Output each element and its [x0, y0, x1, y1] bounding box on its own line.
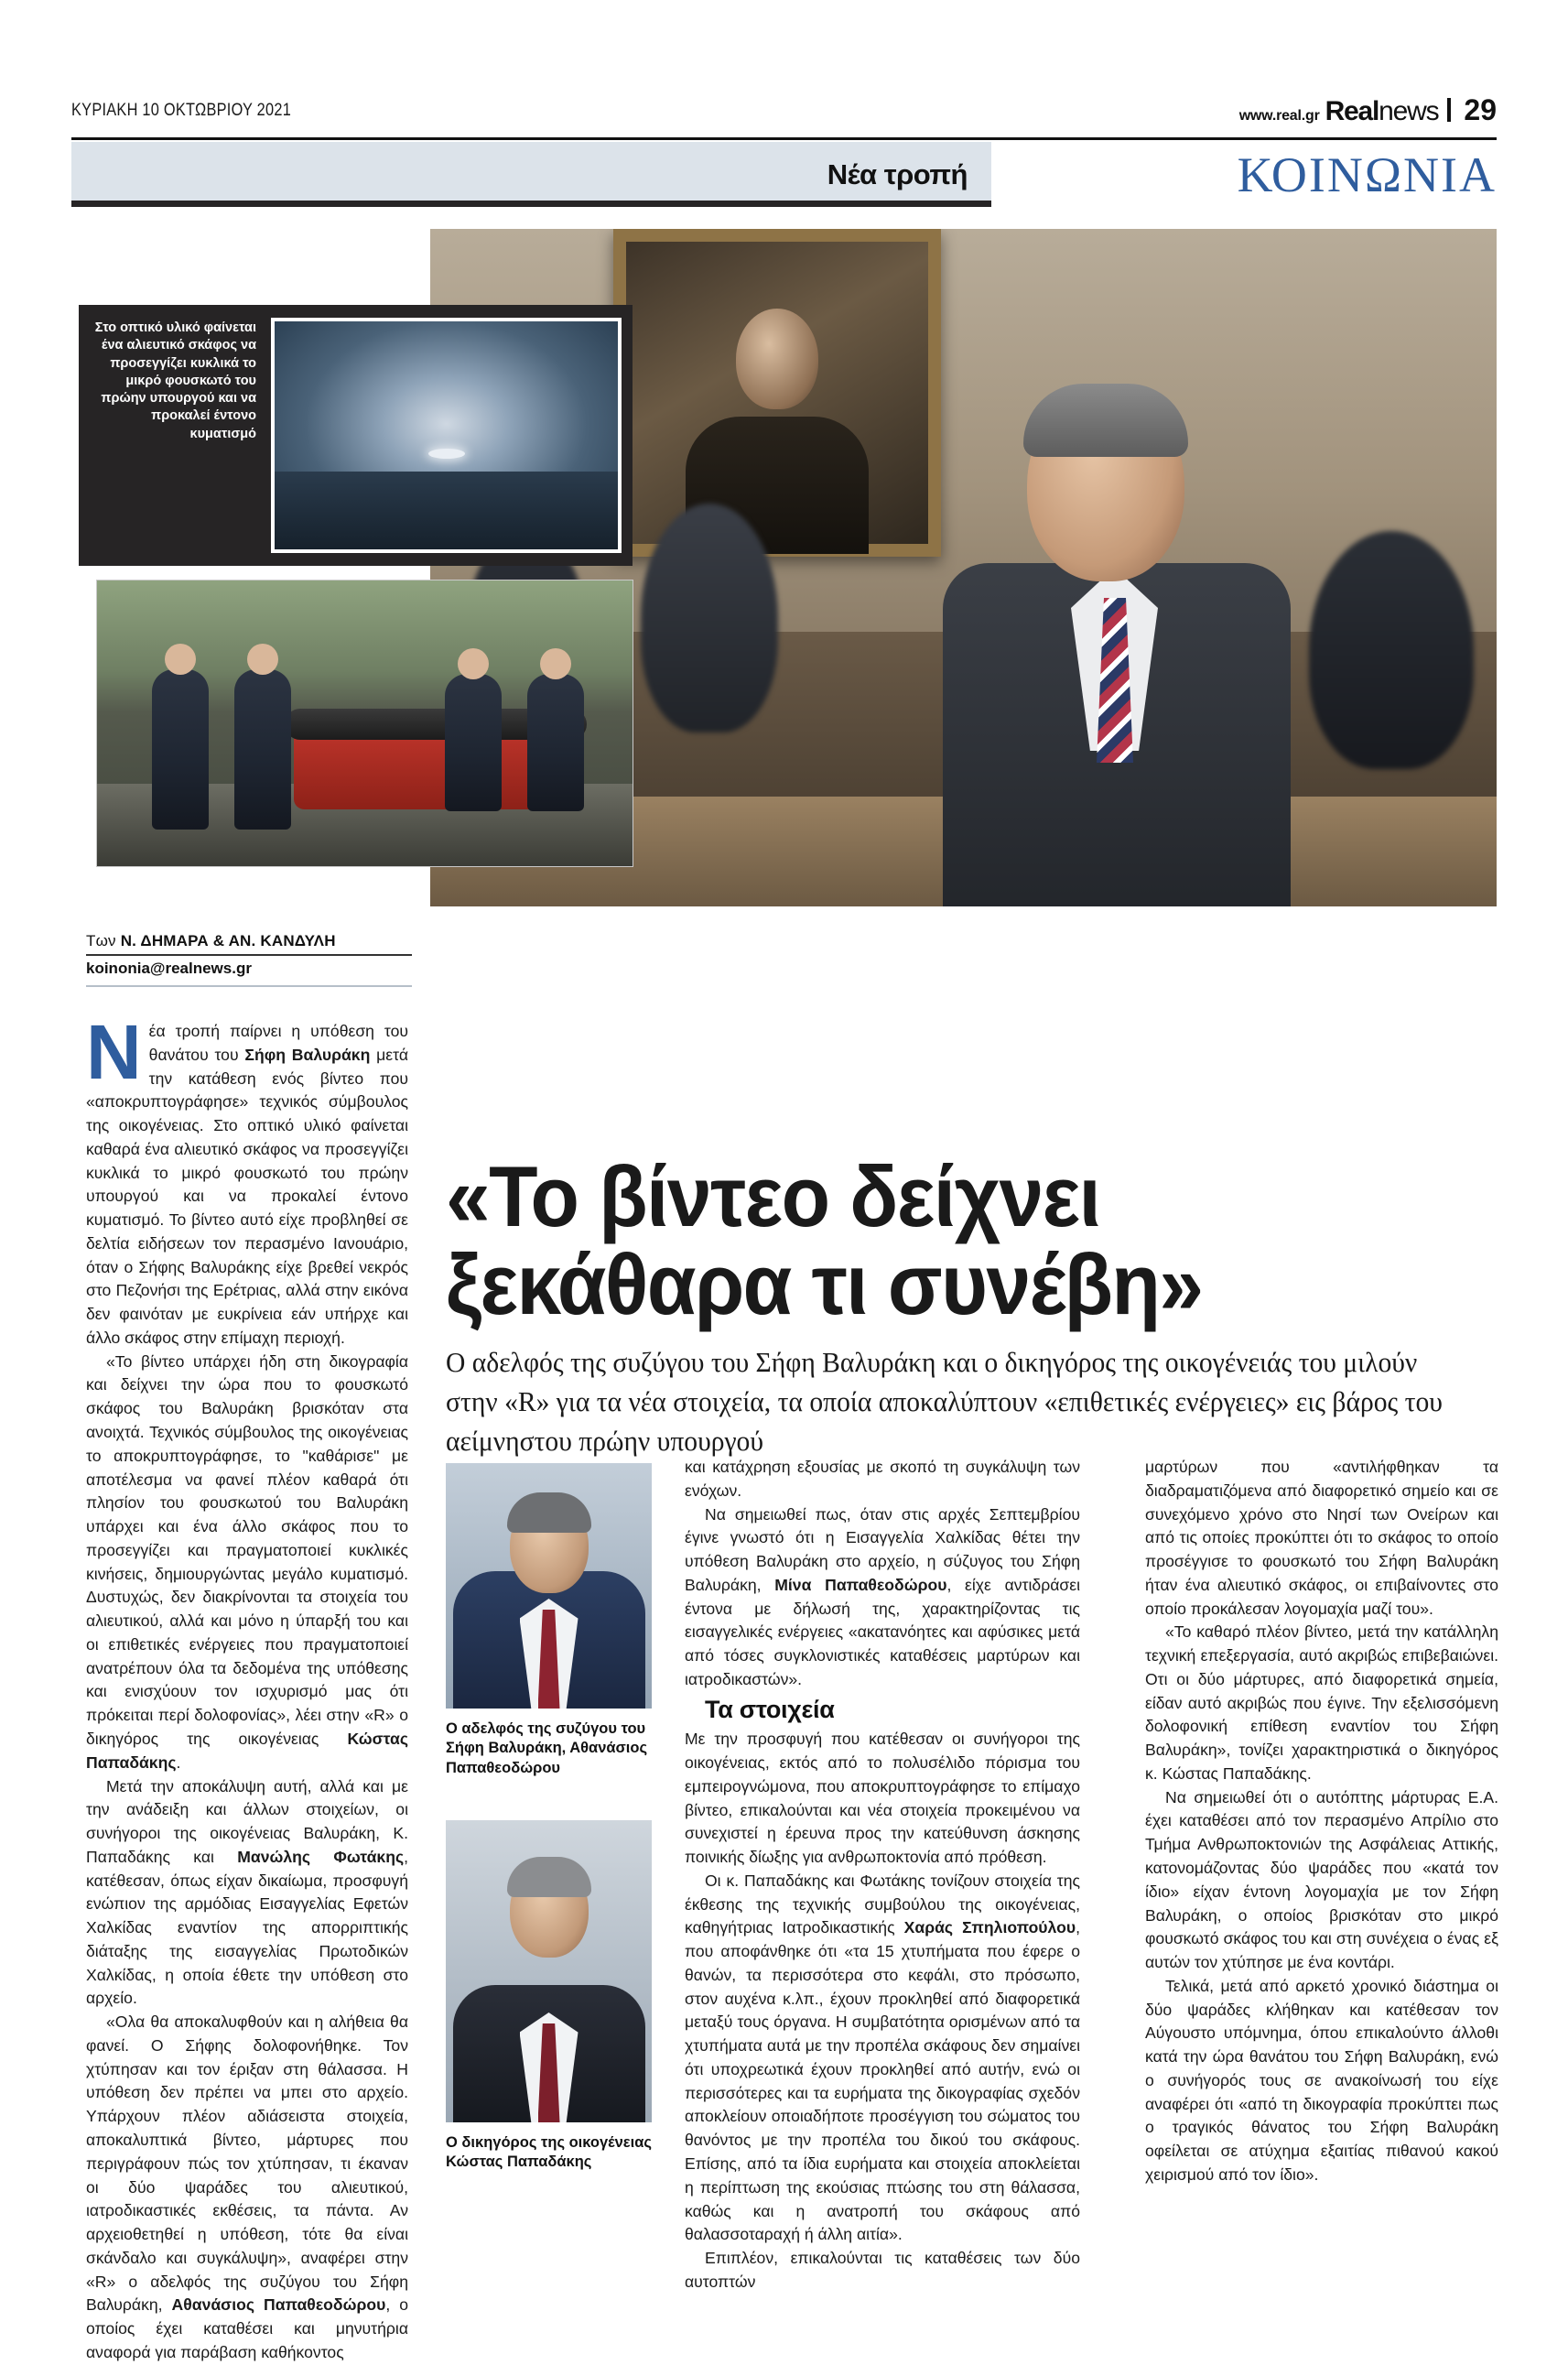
inset-photo-caption: Στο οπτικό υλικό φαίνεται ένα αλιευτικό σκάφος να προσεγγίζει κυκλικά το μικρό φουσκωτό του πρώην υπουργού και να προκαλεί έντονο κυματισμό [94, 320, 256, 441]
paragraph [1145, 1786, 1498, 1975]
video-still-image [271, 318, 622, 553]
masthead [71, 93, 1497, 136]
article-headline: «Το βίντεο δείχνει ξεκάθαρα τι συνέβη» [446, 1147, 1203, 1332]
paragraph-text: Να σημειωθεί ότι ο αυτόπτης μάρτυρας Ε.Α. έχει καταθέσει από τον περασμένο Απρίλιο στο Τμήμα Ανθρωποκτονιών της Ασφάλειας Αττικής, κατονομάζοντας δύο ψαράδες που «κατά τον ίδιο» είχαν έντονη λογομαχία με τον Σήφη Βαλυράκη, ο οποίος βρισκόταν στο μικρό φουσκωτό σκάφος του και στη συνέχεια ο ένας εξ αυτών τον χτύπησε με ένα κοντάρι. [1145, 1787, 1498, 1972]
drop-cap: Ν [86, 1009, 142, 1095]
paragraph-text: Οι κ. Παπαδάκης και Φωτάκης τονίζουν στοιχεία της έκθεσης της τεχνικής συμβούλου της οικογένειας, καθηγήτριας Ιατροδικαστικής Χαράς Σπηλιοπούλου, που αποφάνθηκε ότι «τα 15 χτυπήματα που έφερε ο θανών, τα περισσότερα στο κεφάλι, στο πρόσωπο, στον αυχένα κ.λπ., έχουν προκληθεί από διαφορετικά μεταξύ τους όργανα. Η συμβατότητα ορισμένων από τα χτυπήματα αυτά με την προπέλα σκάφους δεν σημαίνει ότι υποχρεωτικά έχουν προκληθεί από αυτήν, ενώ οι περισσότερες και τα ευρήματα της δικογραφίας σχεδόν αποκλείουν οποιαδήποτε προσέγγιση του σώματος του θανόντος με την προπέλα του δικού του σκάφους. Επίσης, από τα ίδια ευρήματα και στοιχεία αποκλείεται η περίπτωση της εκούσιας πτώσης του στη θάλασσα, καθώς και η ανατροπή του σκάφους από θαλασσοταραχή ή άλλη αιτία». [685, 1871, 1080, 2244]
paragraph [86, 1775, 408, 2012]
portrait-photo-athanasios [446, 1463, 652, 1709]
paragraph-text: Επιπλέον, επικαλούνται τις καταθέσεις των δύο αυτοπτών [685, 2249, 1080, 2291]
brand-logo [1325, 96, 1439, 127]
section-band [71, 142, 991, 207]
masthead-divider [1447, 98, 1451, 122]
officer-1 [152, 669, 209, 830]
officer-3 [445, 674, 502, 811]
paragraph [685, 1870, 1080, 2247]
portrait-caption-2: Ο δικηγόρος της οικογένειας Κώστας Παπαδάκης [446, 2134, 652, 2171]
paragraph [685, 1728, 1080, 1870]
paragraph-text: μαρτύρων που «αντιλήφθηκαν τα διαδραματιζόμενα από διαφορετικό σημείο και σε συνεχόμενο χρόνο στο Νησί των Ονείρων και από τις οποίες προκύπτει ότι το σκάφος το οποίο προσέγγισε το φουσκωτό του Σήφη Βαλυράκη ήταν ένα αλιευτικό σκάφος, οι επιβαίνοντες στο οποίο προκάλεσαν λογομαχία μαζί του». [1145, 1458, 1498, 1618]
byline [86, 932, 412, 987]
brand-logo-bold: Real [1325, 96, 1379, 126]
brand-logo-light: news [1379, 96, 1439, 126]
paragraph [1145, 1456, 1498, 1621]
paragraph [1145, 1975, 1498, 2187]
subject-hair [1023, 384, 1188, 457]
paragraph [86, 1351, 408, 1775]
paragraph-text: Τελικά, μετά από αρκετό χρονικό διάστημα οι δύο ψαράδες κλήθηκαν και κατέθεσαν τον Αύγουστο υπόμνημα, όπου επικαλούντο άλλοθι κατά την ώρα θανάτου του Σήφη Βαλυράκη, ενώ ο συνήγορός τους σε ανακοίνωσή του είχε αναφέρει ότι «από τη δικογραφία προκύπτει πως ο τραγικός θάνατος του Σήφη Βαλυράκη οφείλεται σε ατύχημα εξαιτίας πιθανού κακού χειρισμού από τον ίδιο». [1145, 1976, 1498, 2184]
portrait-hair [507, 1492, 591, 1533]
officer-4 [527, 674, 584, 811]
masthead-rule [71, 137, 1497, 140]
background-person-2 [641, 504, 778, 732]
sea-horizon [275, 472, 618, 549]
masthead-brand-group [1239, 93, 1497, 127]
paragraph-text: Μετά την αποκάλυψη αυτή, αλλά και με την ανάδειξη και άλλων στοιχείων, οι συνήγοροι της οικογένειας Βαλυράκη, Κ. Παπαδάκης και Μανώλης Φωτάκης, κατέθεσαν, όπως είχαν δικαίωμα, προσφυγή ενώπιον της αρμόδιας Εισαγγελίας Εφετών Χαλκίδας εναντίον της απορριπτικής διάταξης της εισαγγελίας Πρωτοδικών Χαλκίδας, η οποία έθετε την υπόθεση στο αρχείο. [86, 1776, 408, 2008]
officer-2 [234, 669, 291, 830]
paragraph-text: «Το βίντεο υπάρχει ήδη στη δικογραφία και δείχνει την ώρα που το φουσκωτό σκάφος του Βαλυράκη βρισκόταν στα ανοιχτά. Τεχνικός σύμβουλος της οικογένειας το αποκρυπτογράφησε, το "καθάρισε" με αποτέλεσμα να φανεί πλέον καθαρά ότι πλησίον του φουσκωτού του Βαλυράκη υπάρχει και ένα άλλο σκάφος που το προσεγγίζει και πραγματοποιεί κυκλικές κινήσεις, δημιουργώντας μεγάλο κυματισμό. Δυστυχώς, δεν διακρίνονται τα στοιχεία του αλιευτικού, αλλά και μόνο η ύπαρξή του και οι επιθετικές ενέργειες που πραγματοποιεί ανατρέπουν όλα τα δεδομένα της υπόθεσης και ενισχύουν τον ισχυρισμό μας ότι πρόκειται περί δολοφονίας», λέει στην «R» ο δικηγόρος της οικογένειας Κώστας Παπαδάκης. [86, 1351, 408, 1772]
body-column-1 [86, 1009, 408, 2365]
website-url: www.real.gr [1238, 108, 1320, 124]
boat-blur-spot [428, 449, 465, 459]
section-subheading: Τα στοιχεία [705, 1695, 835, 1723]
paragraph-text: Να σημειωθεί πως, όταν στις αρχές Σεπτεμβρίου έγινε γνωστό ότι η Εισαγγελία Χαλκίδας θέτει την υπόθεση Βαλυράκη στο αρχείο, η σύζυγος του Σήφη Βαλυράκη, Μίνα Παπαθεοδώρου, είχε αντιδράσει έντονα με δήλωσή της, χαρακτηρίζοντας τις εισαγγελικές ενέργειες «ακατανόητες και αφύσικες μετά από τόσες συγκλονιστικές καταθέσεις μαρτύρων και ιατροδικαστών». [685, 1504, 1080, 1688]
byline-author-names: Ν. ΔΗΜΑΡΑ & ΑΝ. ΚΑΝΔΥΛΗ [120, 932, 336, 949]
section-kicker: Νέα τροπή [827, 158, 968, 190]
paragraph-text: και κατάχρηση εξουσίας με σκοπό τη συγκάλυψη των ενόχων. [685, 1458, 1080, 1500]
publication-date: ΚΥΡΙΑΚΗ 10 ΟΚΤΩΒΡΙΟΥ 2021 [71, 101, 292, 120]
byline-authors [86, 932, 412, 950]
paragraph [685, 1503, 1080, 1692]
paragraph [1145, 1621, 1498, 1785]
section-title: ΚΟΙΝΩΝΙΑ [1237, 147, 1497, 202]
inset-photo-block [79, 305, 633, 566]
page-number: 29 [1464, 93, 1497, 126]
byline-email[interactable]: koinonia@realnews.gr [86, 960, 252, 977]
paragraph-text: έα τροπή παίρνει η υπόθεση του θανάτου του Σήφη Βαλυράκη μετά την κατάθεση ενός βίντεο που «αποκρυπτογράφησε» τεχνικός σύμβουλος της οικογένειας. Στο οπτικό υλικό φαίνεται καθαρά ένα αλιευτικό σκάφος να προσεγγίζει κυκλικά το μικρό φουσκωτό του πρώην υπουργού και να προκαλεί έντονο κυματισμό. Το βίντεο αυτό είχε προβληθεί σε δελτία ειδήσεων τον περασμένο Ιανουάριο, όταν ο Σήφης Βαλυράκης είχε βρεθεί νεκρός στο Πεζονήσι της Ερέτριας, αλλά στην εικόνα δεν φαινόταν με ευκρίνεια εάν υπήρχε και άλλο σκάφος στην επίμαχη περιοχή. [86, 1022, 408, 1347]
paragraph [86, 1009, 408, 1351]
background-person-3 [1309, 531, 1474, 769]
portrait-photo-kostas [446, 1820, 652, 2122]
paragraph [685, 2247, 1080, 2294]
portrait-caption-1: Ο αδελφός της συζύγου του Σήφη Βαλυράκη, Αθανάσιος Παπαθεοδώρου [446, 1720, 648, 1776]
framed-portrait-painting [613, 229, 941, 557]
boat-investigation-photo [96, 580, 633, 867]
paragraph-text: «Ολα θα αποκαλυφθούν και η αλήθεια θα φανεί. Ο Σήφης δολοφονήθηκε. Τον χτύπησαν και τον έριξαν στη θάλασσα. Η υπόθεση δεν πρέπει να μπει στο αρχείο. Υπάρχουν πλέον αδιάσειστα στοιχεία, αποκαλυπτικά βίντεο, μάρτυρες που περιγράφουν πώς τον χτύπησαν, τι έκαναν οι δύο ψαράδες του αλιευτικού, ιατροδικαστικές εκθέσεις, τα πάντα. Αν αρχειοθετηθεί η υπόθεση, τότε θα είναι σκάνδαλο και συγκάλυψη», αναφέρει στην «R» ο αδελφός της συζύγου του Σήφη Βαλυράκη, Αθανάσιος Παπαθεοδώρου, ο οποίος έχει καταθέσει και μηνυτήρια αναφορά για παράβαση καθήκοντος [86, 2012, 408, 2361]
paragraph [86, 2011, 408, 2364]
body-column-2 [685, 1456, 1080, 2294]
body-column-3 [1145, 1456, 1498, 2187]
paragraph [685, 1456, 1080, 1503]
paragraph-text: Με την προσφυγή που κατέθεσαν οι συνήγοροι της οικογένειας, εκτός από το πολυσέλιδο πόρισμα του εμπειρογνώμονα, που αποκρυπτογράφησε το επίμαχο βίντεο, επικαλούνται και νέα στοιχεία προκειμένου να συνεχιστεί η έρευνα προς την κατεύθυνση άσκησης ποινικής δίωξης για ανθρωποκτονία από πρόθεση. [685, 1730, 1080, 1867]
main-subject-photo [943, 389, 1291, 906]
byline-label: Των [86, 932, 116, 949]
article-deck: Ο αδελφός της συζύγου του Σήφη Βαλυράκη και ο δικηγόρος της οικογένειάς του μιλούν στην «R» για τα νέα στοιχεία, τα οποία αποκαλύπτουν «επιθετικές ενέργειες» εις βάρος του αείμνηστου πρώην υπουργού [446, 1346, 1443, 1458]
byline-rule-secondary [86, 985, 412, 987]
painting-head [736, 309, 818, 409]
byline-rule [86, 954, 412, 956]
paragraph-text: «Το καθαρό πλέον βίντεο, μετά την κατάλληλη τεχνική επεξεργασία, αυτό ακριβώς επιβεβαιώνει. Οτι οι δύο μάρτυρες, από διαφορετικά σημεία, είδαν αυτό ακριβώς που έγινε. Την εξελισσόμενη δολοφονική επίθεση εναντίον του Σήφη Βαλυράκη», τονίζει χαρακτηριστικά ο δικηγόρος κ. Κώστας Παπαδάκης. [1145, 1622, 1498, 1783]
